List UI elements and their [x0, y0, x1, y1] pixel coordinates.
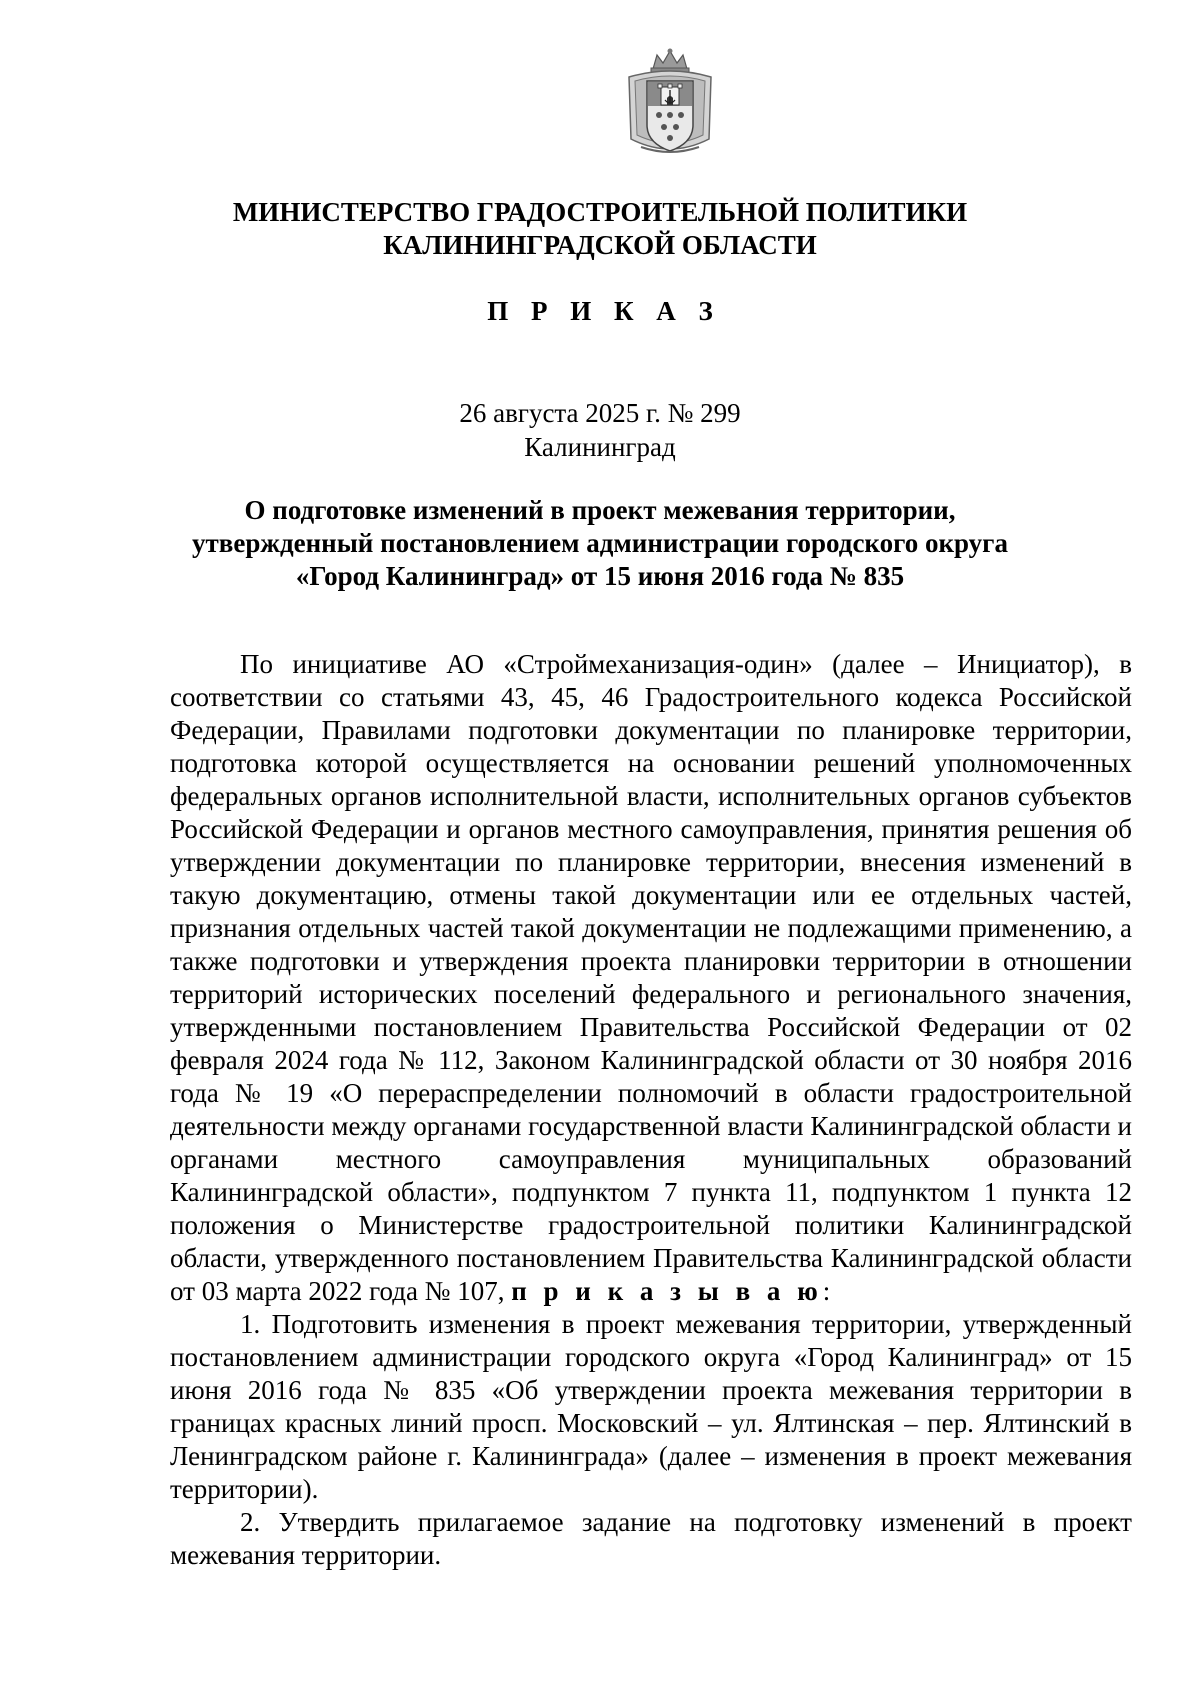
subject-line-1: О подготовке изменений в проект межевания территории, [244, 495, 956, 525]
order-item-2: 2. Утвердить прилагаемое задание на подготовку изменений в проект межевания территории. [170, 1507, 1132, 1570]
order-date-number: 26 августа 2025 г. № 299 [459, 398, 741, 428]
order-title: П Р И К А З [487, 296, 721, 326]
ministry-name-line-2: КАЛИНИНГРАДСКОЙ ОБЛАСТИ [383, 230, 817, 260]
order-item-1: 1. Подготовить изменения в проект межевания территории, утвержденный постановлением администрации городского округа «Город Калининград» от 15 июня 2016 года № 835 «Об утверждении проекта межевания территории в границах красных линий просп. Московский – ул. Ялтинская – пер. Ялтинский в Ленинградском районе г. Калининграда» (далее – изменения в проект межевания территории). [170, 1309, 1132, 1504]
preamble-paragraph [170, 648, 1132, 1308]
preamble-text: По инициативе АО «Строймеханизация-один» (далее – Инициатор), в соответствии со статьями 43, 45, 46 Градостроительного кодекса Российской Федерации, Правилами подготовки документации по планировке территории, подготовка которой осуществляется на основании решений уполномоченных федеральных органов исполнительной власти, исполнительных органов субъектов Российской Федерации и органов местного самоуправления, принятия решения об утверждении документации по планировке территории, внесения изменений в такую документацию, отмены такой документации или ее отдельных частей, признания отдельных частей такой документации не подлежащими применению, а также подготовки и утверждения проекта планировки территории в отношении территорий исторических поселений федерального и регионального значения, утвержденными постановлением Правительства Российской Федерации от 02 февраля 2024 года № 112, Законом Калининградской области от 30 ноября 2016 года № 19 «О перераспределении полномочий в области градостроительной деятельности между органами государственной власти Калининградской области и органами местного самоуправления муниципальных образований Калининградской области», подпунктом 7 пункта 11, подпунктом 1 пункта 12 положения о Министерстве градостроительной политики Калининградской области, утвержденного постановлением Правительства Калининградской области от 03 марта 2022 года № 107, [170, 649, 1132, 1306]
order-word: п р и к а з ы в а ю [511, 1276, 823, 1306]
coat-of-arms-icon [623, 47, 717, 159]
subject-line-3: «Город Калининград» от 15 июня 2016 года № 835 [295, 561, 905, 591]
order-colon: : [822, 1276, 831, 1306]
ministry-name [0, 196, 1200, 262]
subject-line-2: утвержденный постановлением администрации городского округа [192, 528, 1008, 558]
order-date-block [0, 396, 1200, 464]
order-subject [0, 494, 1200, 593]
ministry-name-line-1: МИНИСТЕРСТВО ГРАДОСТРОИТЕЛЬНОЙ ПОЛИТИКИ [232, 197, 968, 227]
order-body [170, 648, 1132, 1572]
order-city: Калининград [524, 432, 676, 462]
